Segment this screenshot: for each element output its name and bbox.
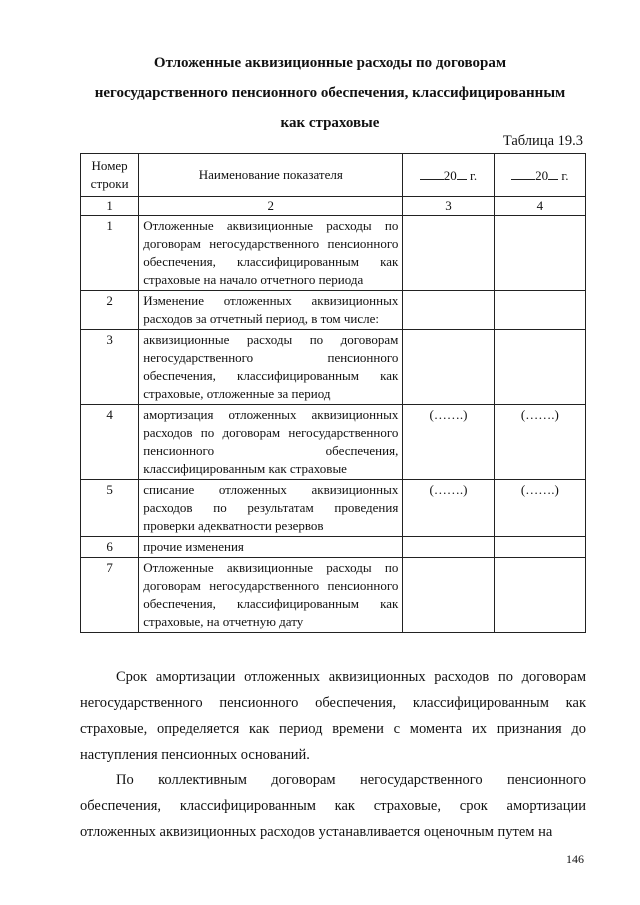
year-2-prefix: 20: [535, 167, 549, 183]
table-row: [81, 330, 586, 405]
row-number: 3: [81, 330, 139, 405]
row-value-2: [494, 558, 585, 633]
row-number: 5: [81, 480, 139, 537]
table-row: [81, 291, 586, 330]
row-value-2: (…….): [494, 480, 585, 537]
year-2-suffix: г.: [561, 167, 569, 183]
row-name: прочие изменения: [139, 537, 403, 558]
document-title: [80, 48, 580, 138]
paragraph-collective-contracts: По коллективным договорам негосударственного пенсионного обеспечения, классифицированным как страховые, срок амортизации отложенных аквизиционных расходов устанавливается оценочным путем на: [80, 772, 586, 840]
row-number: 6: [81, 537, 139, 558]
row-value-2: [494, 330, 585, 405]
year-1-suffix: г.: [470, 167, 478, 183]
table-row: [81, 405, 586, 480]
column-index: 1: [81, 197, 139, 216]
row-value-1: (…….): [403, 405, 494, 480]
row-value-1: [403, 330, 494, 405]
row-value-1: (…….): [403, 480, 494, 537]
header-year-1: [403, 154, 494, 197]
title-line-2: негосударственного пенсионного обеспечения, классифицированным: [94, 85, 566, 101]
row-value-2: [494, 291, 585, 330]
row-value-2: (…….): [494, 405, 585, 480]
table-header-row: [81, 154, 586, 197]
row-value-1: [403, 291, 494, 330]
row-value-1: [403, 537, 494, 558]
table-row: [81, 216, 586, 291]
row-name: амортизация отложенных аквизиционных расходов по договорам негосударственного пенсионного обеспечения, классифицированным как страховые: [139, 405, 403, 480]
paragraph-amortization-period: Срок амортизации отложенных аквизиционных расходов по договорам негосударственного пенсионного обеспечения, классифицированным как страховые, определяется как период времени с момента их признания до наступления пенсионных оснований.: [80, 669, 586, 763]
row-number: 1: [81, 216, 139, 291]
table-row: [81, 537, 586, 558]
row-name: списание отложенных аквизиционных расходов по результатам проведения проверки адекватности резервов: [139, 480, 403, 537]
header-indicator: Наименование показателя: [139, 154, 403, 197]
row-value-1: [403, 558, 494, 633]
row-number: 7: [81, 558, 139, 633]
row-name: Отложенные аквизиционные расходы по договорам негосударственного пенсионного обеспечения, классифицированным как страховые на начало отчетного периода: [139, 216, 403, 291]
row-number: 4: [81, 405, 139, 480]
table-row: [81, 480, 586, 537]
row-number: 2: [81, 291, 139, 330]
page-number: 146: [566, 852, 584, 866]
row-value-2: [494, 537, 585, 558]
header-year-2: [494, 154, 585, 197]
row-name: Отложенные аквизиционные расходы по договорам негосударственного пенсионного обеспечения, классифицированным как страховые, на отчетную дату: [139, 558, 403, 633]
deferred-expenses-table: [80, 153, 586, 633]
row-value-2: [494, 216, 585, 291]
title-line-3: как страховые: [280, 115, 380, 131]
row-name: Изменение отложенных аквизиционных расходов за отчетный период, в том числе:: [139, 291, 403, 330]
table-row: [81, 558, 586, 633]
column-index-row: [81, 197, 586, 216]
header-row-number: Номер строки: [81, 154, 139, 197]
column-index: 2: [139, 197, 403, 216]
column-index: 3: [403, 197, 494, 216]
table-label: Таблица 19.3: [502, 133, 583, 149]
title-line-1: Отложенные аквизиционные расходы по договорам: [153, 55, 507, 71]
row-value-1: [403, 216, 494, 291]
year-1-prefix: 20: [443, 167, 457, 183]
column-index: 4: [494, 197, 585, 216]
row-name: аквизиционные расходы по договорам негосударственного пенсионного обеспечения, классифицированным как страховые, отложенные за период: [139, 330, 403, 405]
